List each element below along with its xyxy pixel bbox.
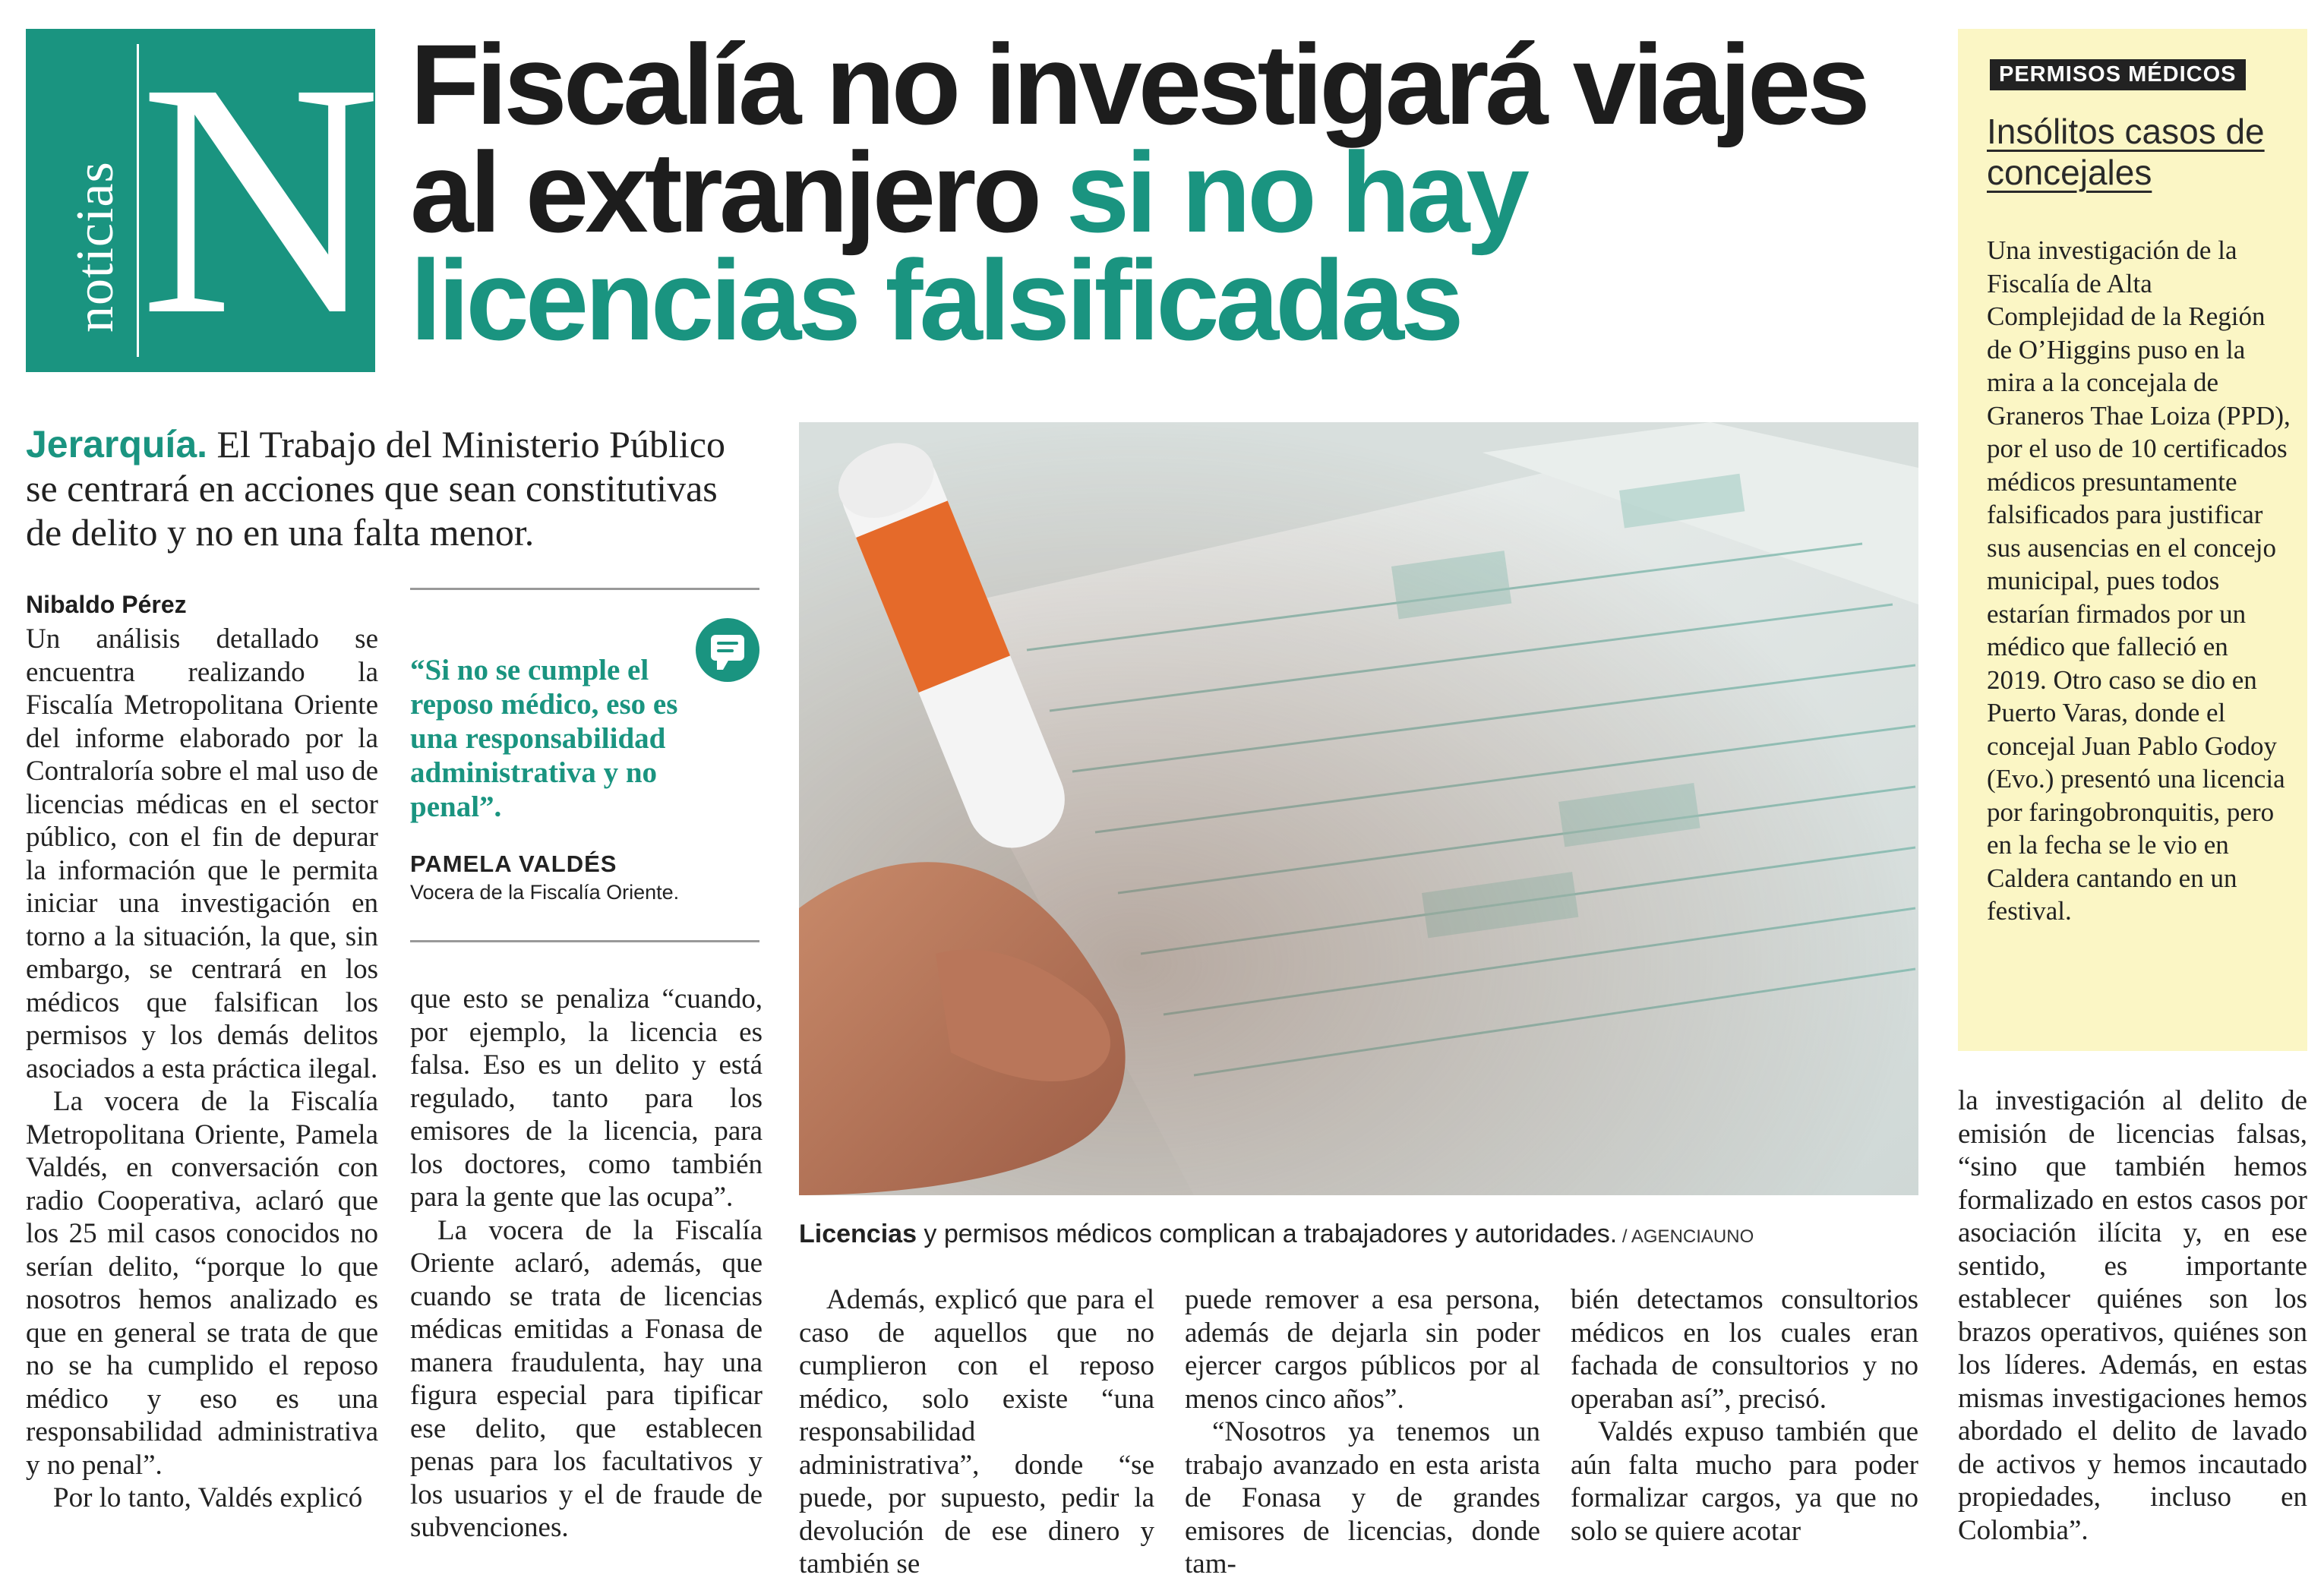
headline-part1: Fiscalía no investigará viajes al extranjero — [410, 21, 1867, 256]
lead-kicker: Jerarquía. — [26, 423, 208, 465]
section-label: noticias — [66, 161, 125, 333]
caption-text: y permisos médicos complican a trabajadores y autoridades. — [916, 1220, 1618, 1248]
article-photo — [799, 422, 1918, 1195]
photo-illustration — [799, 422, 1918, 1195]
article-column-4 — [1185, 1283, 1540, 1581]
paragraph: Valdés expuso también que aún falta mucho para poder formalizar cargos, ya que no solo se quiere acotar — [1571, 1416, 1918, 1547]
article-column-5 — [1571, 1283, 1918, 1548]
photo-caption — [799, 1220, 1918, 1249]
paragraph: Además, explicó que para el caso de aquellos que no cumplieron con el reposo médico, solo existe “una responsabilidad administrativa”, donde “se puede, por supuesto, pedir la devolución de ese dinero y también se — [799, 1284, 1154, 1579]
paragraph: Un análisis detallado se encuentra realizando la Fiscalía Metropolitana Oriente del informe elaborado por la Contraloría sobre el mal uso de licencias médicas en el sector público, con el fin de depurar la información que le permita iniciar una investigación en torno a la situación, la que, sin embargo, se centrará en los médicos que falsifican los permisos y los demás delitos asociados a esta práctica ilegal. — [26, 623, 378, 1084]
article-column-2 — [410, 983, 763, 1545]
pull-quote: “Si no se cumple el reposo médico, eso es una responsabilidad administrativa y no penal”. — [410, 654, 678, 823]
paragraph: que esto se penaliza “cuando, por ejemplo, la licencia es falsa. Eso es un delito y está regulado, tanto para los emisores de la licencia, para los doctores, como también para la gente que las ocupa”. — [410, 983, 763, 1213]
sidebar-body: Una investigación de la Fiscalía de Alta Complejidad de la Región de O’Higgins puso en la mira a la concejala de Graneros Thae Loiza (PPD), por el uso de 10 certificados médicos presuntamente falsificados para justificar sus ausencias en el concejo municipal, pues todos estarían firmados por un médico que falleció en 2019. Otro caso se dio en Puerto Varas, donde el concejal Juan Pablo Godoy (Evo.) presentó una licencia por faringobronquitis, pero en la fecha se le vio en Caldera cantando en un festival. — [1987, 235, 2291, 926]
section-initial: N — [140, 14, 381, 384]
sidebar-title: Insólitos casos de concejales — [1987, 112, 2265, 192]
quote-author: PAMELA VALDÉS — [410, 850, 617, 877]
paragraph: La vocera de la Fiscalía Oriente aclaró, además, que cuando se trata de licencias médicas emitidas a Fonasa de manera fraudulenta, hay una figura especial para tipificar ese delito, que establecen penas para los facultativos y los usuarios y el de fraude de subvenciones. — [410, 1214, 763, 1543]
badge-divider — [137, 44, 139, 357]
paragraph: puede remover a esa persona, además de dejarla sin poder ejercer cargos públicos por al menos cinco años”. — [1185, 1284, 1540, 1415]
byline: Nibaldo Pérez — [26, 591, 187, 618]
article-column-1 — [26, 623, 378, 1515]
paragraph: bién detectamos consultorios médicos en los cuales eran fachada de consultorios y no operaban así”, precisó. — [1571, 1284, 1918, 1415]
lead-text: El Trabajo del Ministerio Público se centrará en acciones que sean constitutivas de delito y no en una falta menor. — [26, 423, 725, 554]
headline — [410, 21, 1944, 364]
quote-rule-top — [410, 588, 759, 590]
sidebar-tag: PERMISOS MÉDICOS — [1990, 59, 2246, 90]
caption-bold: Licencias — [799, 1220, 917, 1248]
paragraph: “Nosotros ya tenemos un trabajo avanzado en esta arista de Fonasa y de grandes emisores de licencias, donde tam- — [1185, 1416, 1540, 1579]
lead-paragraph — [26, 422, 747, 554]
caption-credit: / AGENCIAUNO — [1617, 1226, 1754, 1247]
article-column-3 — [799, 1283, 1154, 1581]
paragraph: La vocera de la Fiscalía Metropolitana Oriente, Pamela Valdés, en conversación con radio Cooperativa, aclaró que los 25 mil casos conocidos no serían delito, “porque lo que nosotros hemos analizado es que en general se trata de que no se ha cumplido el reposo médico y eso es una responsabilidad administrativa y no penal”. — [26, 1086, 378, 1481]
section-badge — [26, 14, 381, 384]
quote-author-role: Vocera de la Fiscalía Oriente. — [410, 881, 680, 904]
article-column-6 — [1958, 1084, 2307, 1547]
quote-rule-bottom — [410, 940, 759, 942]
paragraph: Por lo tanto, Valdés explicó — [53, 1482, 363, 1513]
headline-part2: si no hay licencias falsificadas — [410, 128, 1526, 364]
paragraph: la investigación al delito de emisión de licencias falsas, “sino que también hemos formalizado en estos casos por asociación ilícita y, en ese sentido, es importante establecer quiénes son los brazos operativos, quiénes son los líderes. Además, en estas mismas investigaciones hemos abordado el delito de lavado de activos y hemos incautado propiedades, incluso en Colombia”. — [1958, 1085, 2307, 1546]
